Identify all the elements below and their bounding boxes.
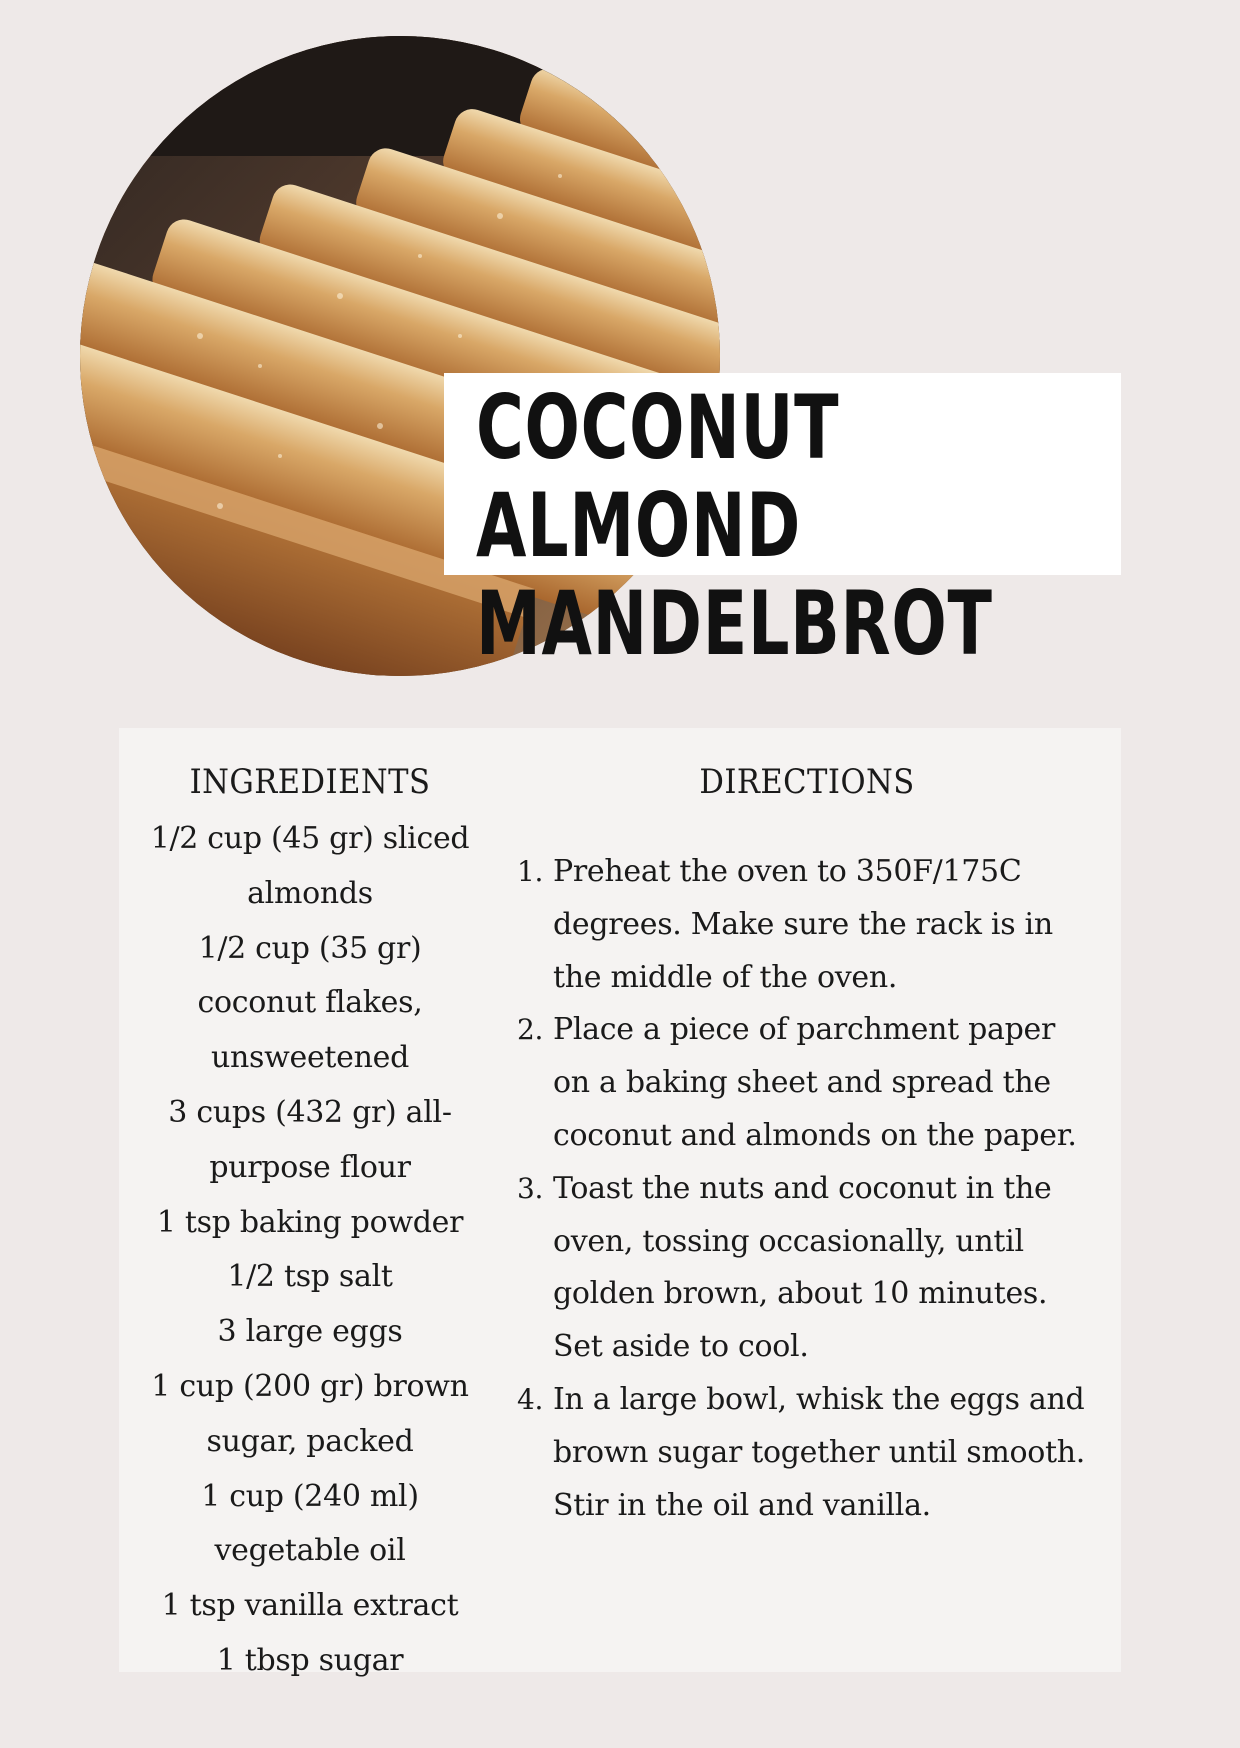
ingredients-heading: INGREDIENTS	[189, 762, 431, 802]
step-number: 3.	[517, 1171, 544, 1205]
ingredients-list	[137, 812, 483, 1689]
ingredient-item: 1/2 tsp salt	[227, 1259, 393, 1295]
direction-step	[517, 1163, 1097, 1374]
directions-heading: DIRECTIONS	[699, 762, 915, 802]
step-text: Preheat the oven to 350F/175C degrees. Make sure the rack is in the middle of the oven.	[553, 854, 1053, 995]
direction-step	[517, 1004, 1097, 1162]
ingredient-item: 3 large eggs	[217, 1314, 403, 1350]
direction-step	[517, 846, 1097, 1004]
direction-step	[517, 1374, 1097, 1532]
recipe-title: COCONUT ALMOND MANDELBROT	[476, 376, 993, 675]
recipe-card	[119, 728, 1121, 1678]
step-text: Place a piece of parchment paper on a baking sheet and spread the coconut and almonds on the paper.	[553, 1012, 1077, 1153]
ingredient-item: 1 tsp vanilla extract	[161, 1588, 459, 1624]
title-box	[444, 373, 1121, 675]
ingredient-item: 1 tbsp sugar	[216, 1642, 404, 1678]
ingredient-item: 1/2 cup (35 gr) coconut flakes, unsweetened	[197, 930, 423, 1076]
step-number: 1.	[517, 855, 544, 888]
ingredient-item: 1 cup (200 gr) brown sugar, packed	[151, 1368, 469, 1459]
ingredient-item: 3 cups (432 gr) all-purpose flour	[168, 1094, 452, 1185]
ingredients-column	[137, 758, 483, 1689]
step-text: In a large bowl, whisk the eggs and brown sugar together until smooth. Stir in the oil and vanilla.	[553, 1381, 1086, 1523]
ingredient-item: 1 tsp baking powder	[156, 1204, 464, 1240]
directions-column	[517, 758, 1097, 1532]
step-number: 4.	[517, 1382, 544, 1416]
ingredient-item: 1/2 cup (45 gr) sliced almonds	[150, 821, 470, 911]
ingredient-item: 1 cup (240 ml) vegetable oil	[201, 1478, 419, 1569]
step-number: 2.	[517, 1013, 544, 1047]
directions-list	[517, 846, 1097, 1532]
step-text: Toast the nuts and coconut in the oven, tossing occasionally, until golden brown, about 10 minutes. Set aside to cool.	[553, 1170, 1052, 1365]
